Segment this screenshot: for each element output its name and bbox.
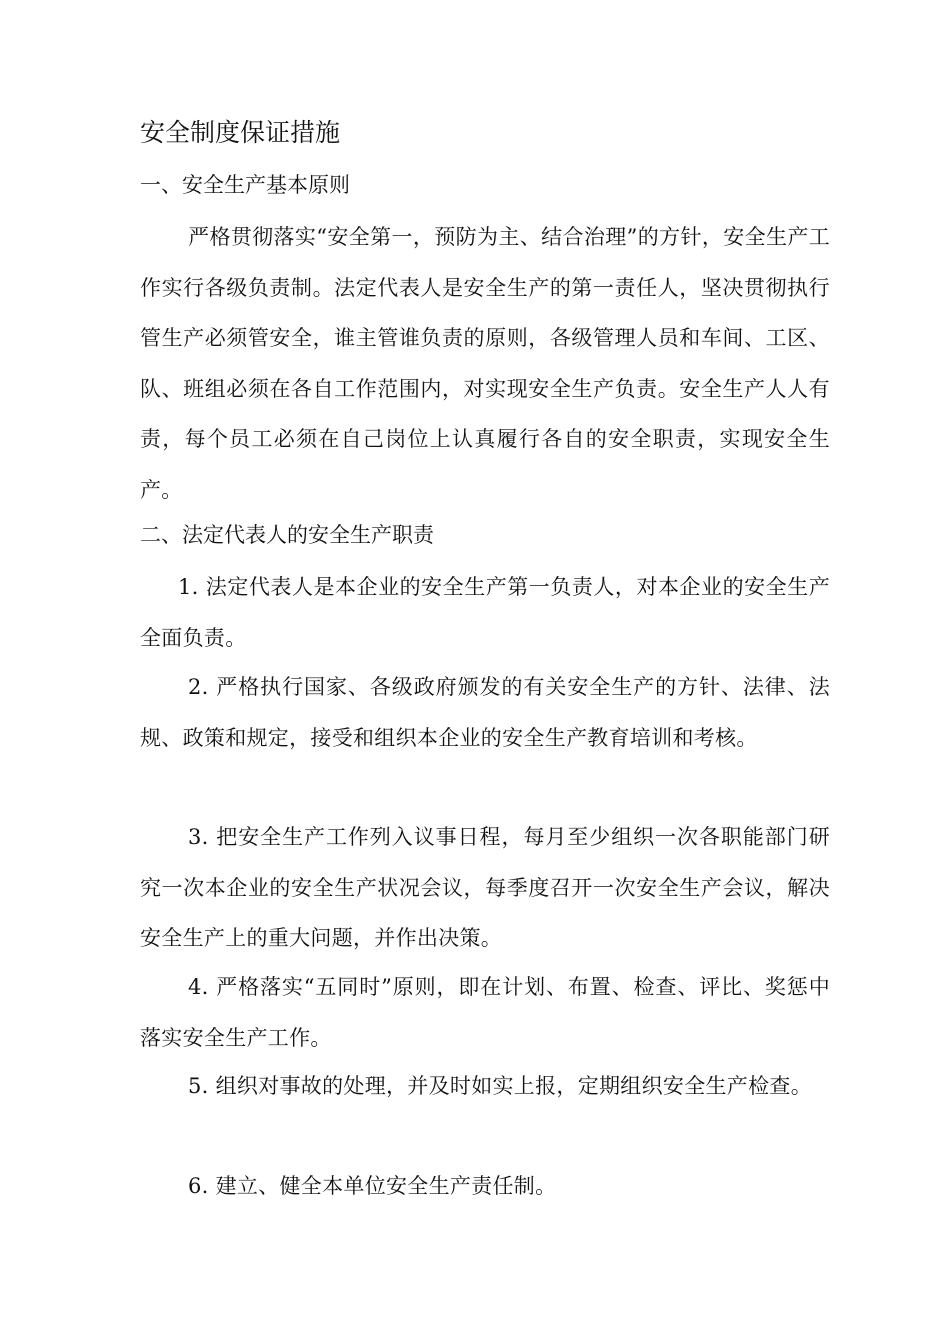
list-item-5 [140, 1061, 830, 1112]
list-item-text: 3. 把安全生产工作列入议事日程，每月至少组织一次各职能部门研究一次本企业的安全生产状况会议，每季度召开一次安全生产会议，解决安全生产上的重大问题，并作出决策。 [140, 825, 830, 950]
list-item-4 [140, 962, 830, 1063]
list-item-text: 2. 严格执行国家、各级政府颁发的有关安全生产的方针、法律、法规、政策和规定，接受和组织本企业的安全生产教育培训和考核。 [140, 675, 830, 750]
section-1-paragraph [140, 212, 830, 515]
list-item-3 [140, 812, 830, 964]
list-item-text: 1. 法定代表人是本企业的安全生产第一负责人，对本企业的安全生产全面负责。 [140, 575, 830, 650]
paragraph-text: 严格贯彻落实“安全第一，预防为主、结合治理”的方针，安全生产工作实行各级负责制。法定代表人是安全生产的第一责任人，坚决贯彻执行管生产必须管安全，谁主管谁负责的原则，各级管理人员和车间、工区、队、班组必须在各自工作范围内，对实现安全生产负责。安全生产人人有责，每个员工必须在自己岗位上认真履行各自的安全职责，实现安全生产。 [140, 225, 830, 502]
document-title: 安全制度保证措施 [140, 118, 341, 147]
list-item-text: 5. 组织对事故的处理，并及时如实上报，定期组织安全生产检查。 [188, 1074, 813, 1098]
list-item-1 [140, 562, 830, 663]
list-item-text: 4. 严格落实“五同时”原则，即在计划、布置、检查、评比、奖惩中落实安全生产工作。 [140, 975, 830, 1050]
section-heading-1: 一、安全生产基本原则 [140, 173, 350, 197]
section-heading-2: 二、法定代表人的安全生产职责 [140, 523, 434, 547]
list-item-2 [140, 662, 830, 763]
list-item-text: 6. 建立、健全本单位安全生产责任制。 [188, 1174, 557, 1198]
list-item-6 [140, 1161, 830, 1212]
